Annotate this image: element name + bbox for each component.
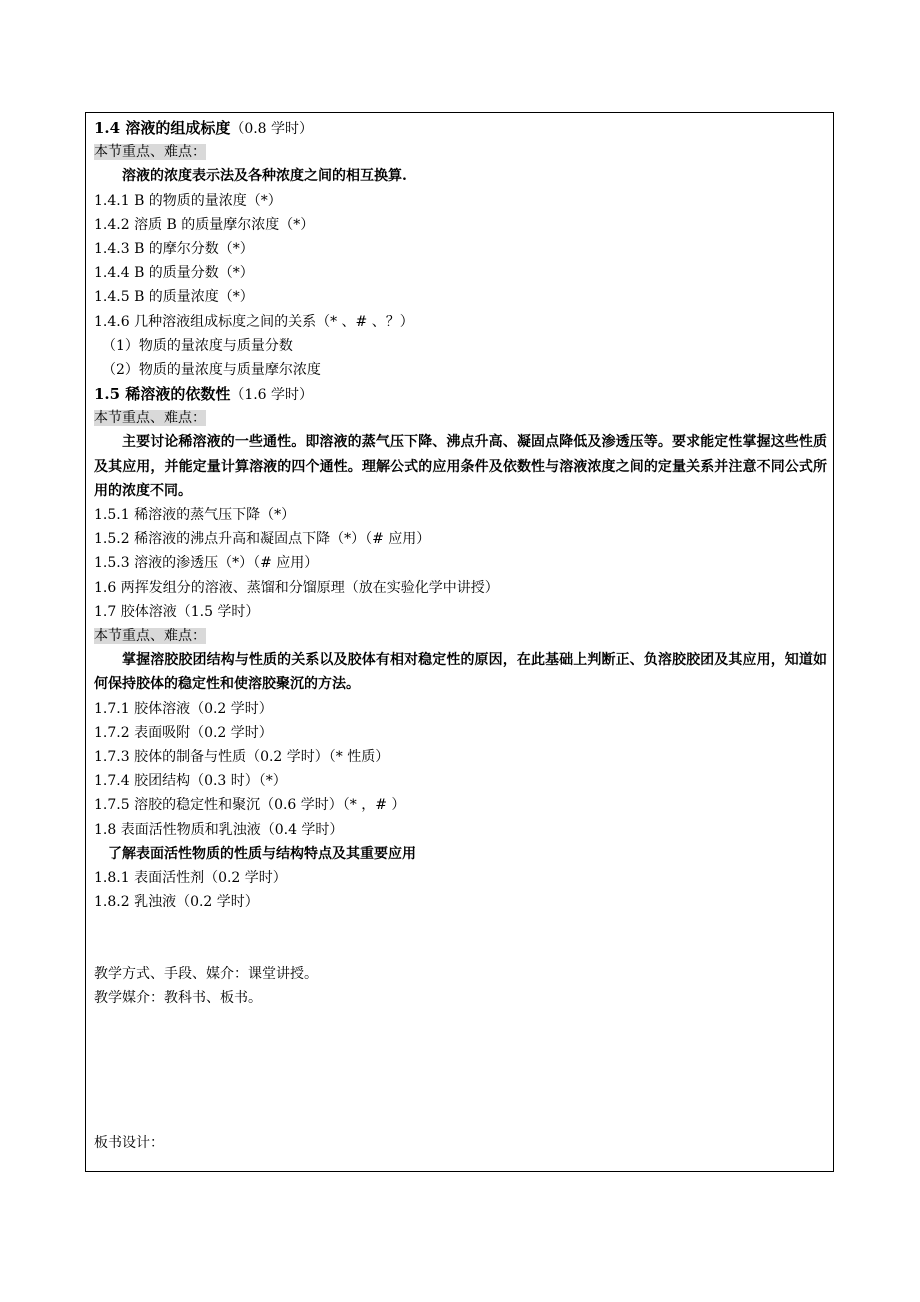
list-item: 1.8.1 表面活性剂（0.2 学时） — [94, 869, 287, 886]
list-item: 1.4.4 B 的质量分数（*） — [94, 265, 254, 282]
list-item: 1.4.5 B 的质量浓度（*） — [94, 289, 254, 306]
section-hours: （0.8 学时） — [230, 121, 314, 137]
list-item: 1.5.3 溶液的渗透压（*）（# 应用） — [94, 555, 319, 572]
list-item: 1.7.4 胶团结构（0.3 时）（*） — [94, 773, 287, 790]
section-1-4-heading — [94, 116, 827, 140]
content-frame — [85, 112, 834, 1172]
list-item: 1.4.2 溶质 B 的质量摩尔浓度（*） — [94, 216, 315, 233]
section-title: 1.4 溶液的组成标度 — [94, 119, 231, 137]
key-points-label: 本节重点、难点： — [94, 410, 206, 427]
list-item: 1.5.1 稀溶液的蒸气压下降（*） — [94, 507, 296, 524]
sub-list-item: （2）物质的量浓度与质量摩尔浓度 — [102, 361, 321, 378]
section-1-6-text: 1.6 两挥发组分的溶液、蒸馏和分馏原理（放在实验化学中讲授） — [94, 579, 499, 596]
section-title: 1.5 稀溶液的依数性 — [94, 385, 231, 404]
teaching-media: 教学媒介：教科书、板书。 — [94, 990, 262, 1007]
key-points-text: 溶液的浓度表示法及各种浓度之间的相互换算. — [122, 168, 407, 185]
board-design-label: 板书设计： — [94, 1134, 164, 1151]
key-points-label: 本节重点、难点： — [94, 144, 206, 161]
key-points-text: 了解表面活性物质的性质与结构特点及其重要应用 — [108, 845, 416, 862]
list-item: 1.4.6 几种溶液组成标度之间的关系（* 、# 、？） — [94, 313, 414, 330]
section-1-5-heading — [94, 382, 827, 406]
list-item: 1.8.2 乳浊液（0.2 学时） — [94, 894, 259, 911]
sub-list-item: （1）物质的量浓度与质量分数 — [102, 337, 293, 354]
key-points-text: 掌握溶胶胶团结构与性质的关系以及胶体有相对稳定性的原因，在此基础上判断正、负溶胶胶团及其应用，知道如何保持胶体的稳定性和使溶胶聚沉的方法。 — [94, 652, 827, 693]
section-1-7-heading: 1.7 胶体溶液（1.5 学时） — [94, 603, 260, 620]
list-item: 1.7.3 胶体的制备与性质（0.2 学时）（* 性质） — [94, 748, 390, 765]
list-item: 1.7.1 胶体溶液（0.2 学时） — [94, 700, 273, 717]
key-points-label: 本节重点、难点： — [94, 627, 206, 644]
section-1-8-heading: 1.8 表面活性物质和乳浊液（0.4 学时） — [94, 821, 344, 838]
list-item: 1.4.3 B 的摩尔分数（*） — [94, 240, 254, 257]
section-hours: （1.6 学时） — [230, 387, 314, 404]
list-item: 1.5.2 稀溶液的沸点升高和凝固点下降（*）（# 应用） — [94, 531, 431, 548]
teaching-method: 教学方式、手段、媒介：课堂讲授。 — [94, 966, 318, 983]
content-body — [94, 116, 827, 1155]
list-item: 1.4.1 B 的物质的量浓度（*） — [94, 192, 282, 209]
key-points-text: 主要讨论稀溶液的一些通性。即溶液的蒸气压下降、沸点升高、凝固点降低及渗透压等。要求能定性掌握这些性质及其应用，并能定量计算溶液的四个通性。理解公式的应用条件及依数性与溶液浓度之间的定量关系并注意不同公式所用的浓度不同。 — [94, 434, 827, 499]
list-item: 1.7.5 溶胶的稳定性和聚沉（0.6 学时）（* ，# ） — [94, 797, 406, 814]
list-item: 1.7.2 表面吸附（0.2 学时） — [94, 724, 273, 741]
